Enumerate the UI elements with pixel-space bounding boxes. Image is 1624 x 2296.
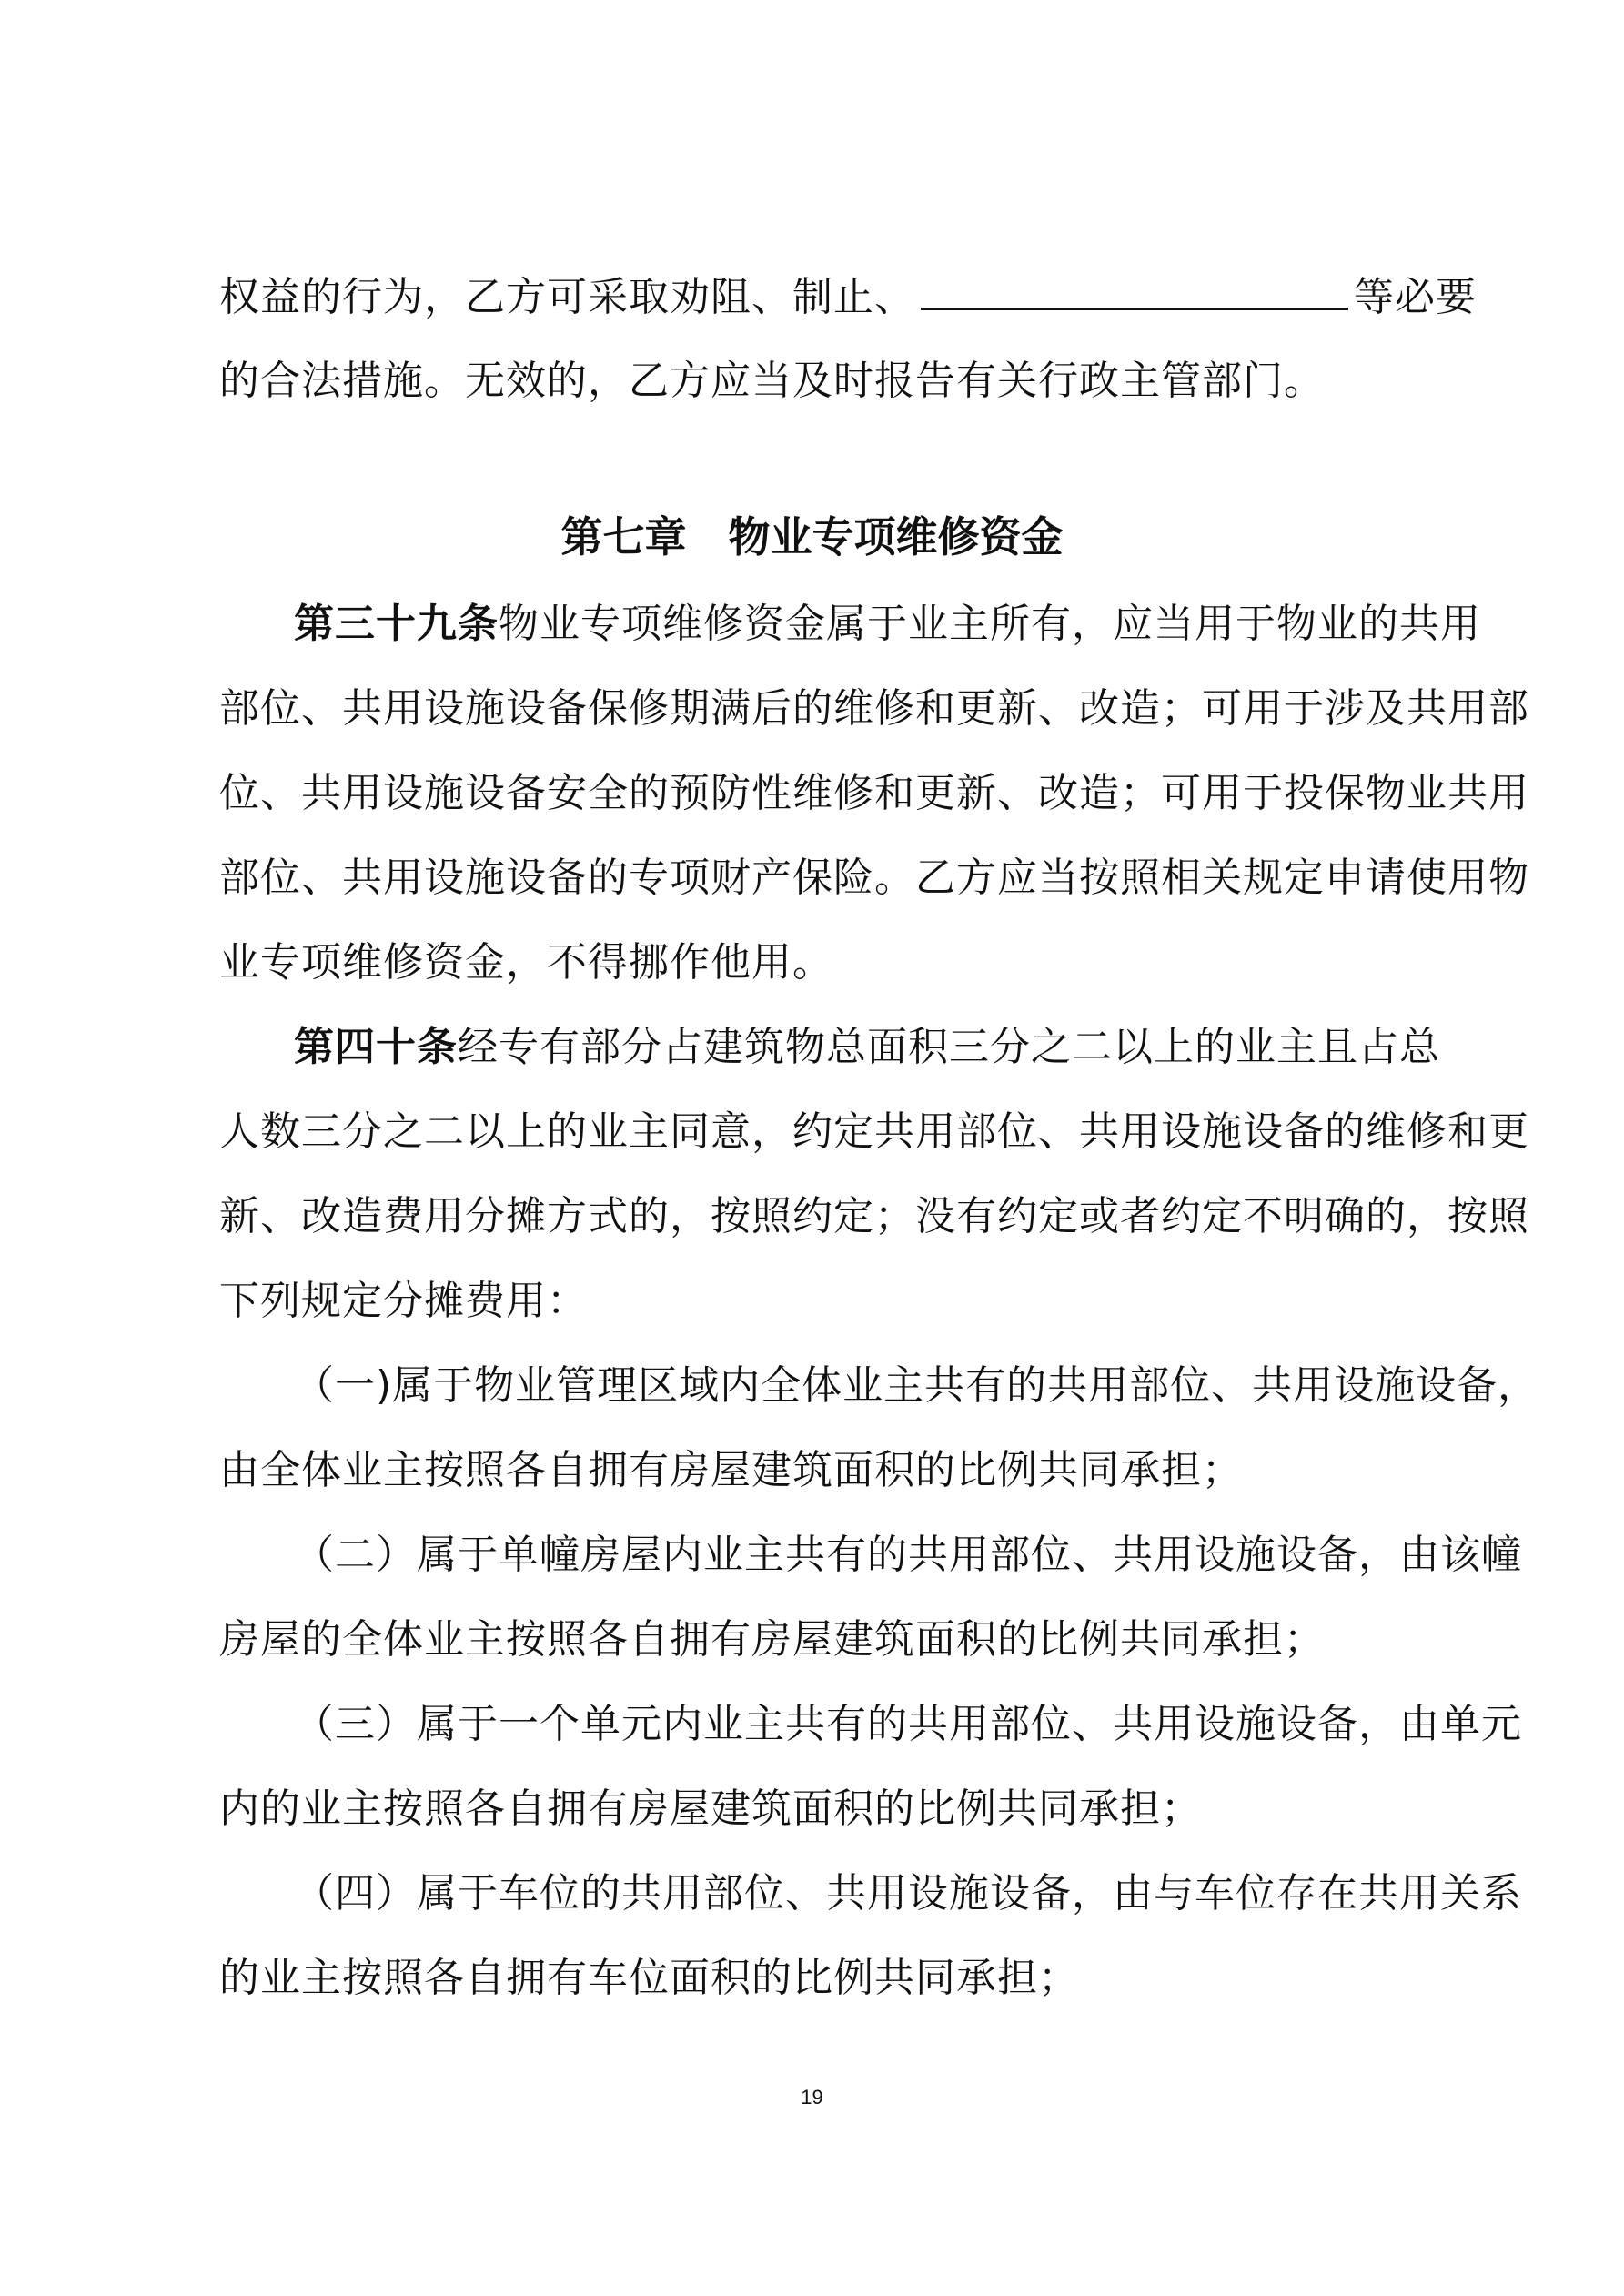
- list-item-1-line-1: （一)属于物业管理区域内全体业主共有的共用部位、共用设施设备，: [294, 1362, 1539, 1409]
- continuation-line-1: [219, 261, 1477, 334]
- fill-in-blank[interactable]: [921, 268, 1348, 310]
- article-39-text-line: 物业专项维修资金属于业主所有，应当用于物业的共用: [499, 601, 1481, 647]
- article-39-label: 第三十九条: [294, 601, 499, 647]
- list-item-3-line-1: （三）属于一个单元内业主共有的共用部位、共用设施设备，由单元: [294, 1701, 1522, 1747]
- list-item-4-line-2: 的业主按照各自拥有车位面积的比例共同承担；: [219, 1955, 1079, 2001]
- continuation-text-before-blank: 权益的行为，乙方可采取劝阻、制止、: [219, 274, 915, 320]
- article-40-text-line: 下列规定分摊费用：: [219, 1278, 588, 1324]
- article-39-text-line: 位、共用设施设备安全的预防性维修和更新、改造；可用于投保物业共用: [219, 770, 1529, 816]
- article-39-text-line: 业专项维修资金，不得挪作他用。: [219, 939, 833, 986]
- article-39-text-line: 部位、共用设施设备的专项财产保险。乙方应当按照相关规定申请使用物: [219, 855, 1529, 901]
- continuation-line-2: 的合法措施。无效的，乙方应当及时报告有关行政主管部门。: [219, 358, 1325, 404]
- chapter-title: 第七章 物业专项维修资金: [560, 512, 1064, 561]
- list-item-2-line-1: （二）属于单幢房屋内业主共有的共用部位、共用设施设备，由该幢: [294, 1532, 1522, 1578]
- article-40-text-line: 新、改造费用分摊方式的，按照约定；没有约定或者约定不明确的，按照: [219, 1193, 1529, 1239]
- list-item-1-line-2: 由全体业主按照各自拥有房屋建筑面积的比例共同承担；: [219, 1447, 1243, 1493]
- article-39-first-line: [294, 588, 1481, 661]
- continuation-text-after-blank: 等必要: [1354, 274, 1477, 320]
- list-item-3-line-2: 内的业主按照各自拥有房屋建筑面积的比例共同承担；: [219, 1785, 1202, 1832]
- article-40-label: 第四十条: [294, 1024, 458, 1070]
- list-item-2-line-2: 房屋的全体业主按照各自拥有房屋建筑面积的比例共同承担；: [219, 1616, 1325, 1663]
- article-39-text-line: 部位、共用设施设备保修期满后的维修和更新、改造；可用于涉及共用部: [219, 685, 1529, 732]
- page-number: 19: [801, 2086, 823, 2109]
- article-40-text-line: 人数三分之二以上的业主同意，约定共用部位、共用设施设备的维修和更: [219, 1108, 1529, 1155]
- article-40-text-line: 经专有部分占建筑物总面积三分之二以上的业主且占总: [458, 1024, 1440, 1070]
- list-item-4-line-1: （四）属于车位的共用部位、共用设施设备，由与车位存在共用关系: [294, 1870, 1522, 1917]
- article-40-first-line: [294, 1011, 1440, 1084]
